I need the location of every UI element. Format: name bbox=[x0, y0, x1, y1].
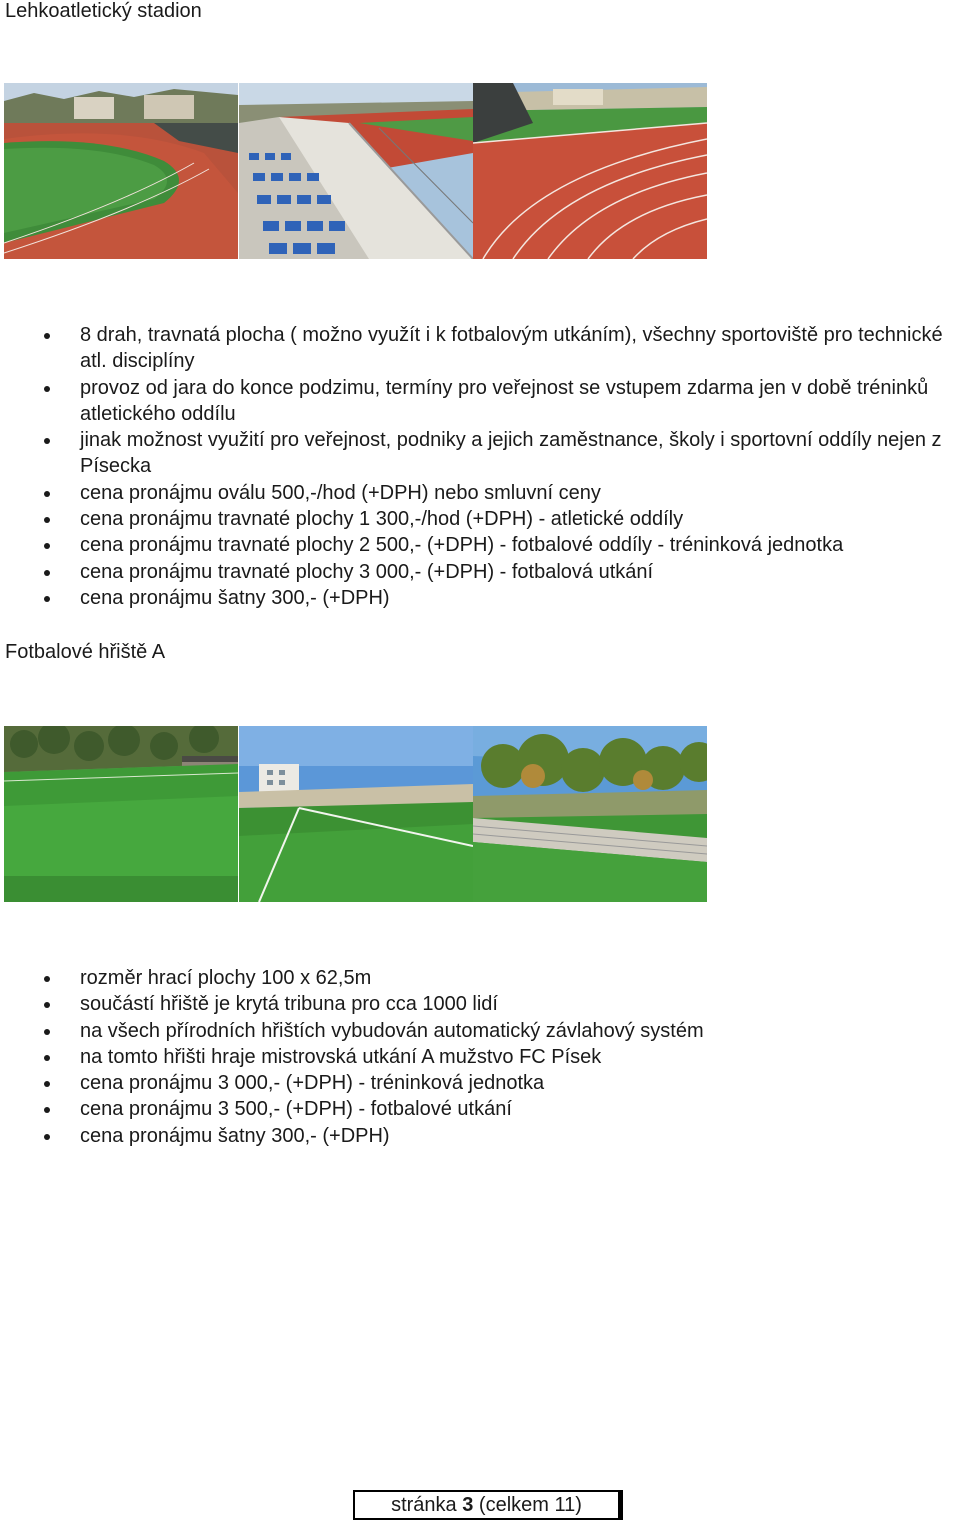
stadium-photo-strip bbox=[4, 83, 707, 259]
stadium-track-photo bbox=[4, 83, 238, 259]
football-photo-strip bbox=[4, 726, 707, 902]
list-item: cena pronájmu oválu 500,-/hod (+DPH) nebo smluvní ceny bbox=[0, 480, 960, 506]
list-item: 8 drah, travnatá plocha ( možno využít i k fotbalovým utkáním), všechny sportoviště pro technické atl. disciplíny bbox=[0, 322, 960, 375]
list-item: cena pronájmu 3 000,- (+DPH) - tréninková jednotka bbox=[0, 1070, 960, 1096]
list-item: cena pronájmu travnaté plochy 1 300,-/hod (+DPH) - atletické oddíly bbox=[0, 506, 960, 532]
page-number-footer bbox=[353, 1490, 623, 1520]
list-item: cena pronájmu 3 500,- (+DPH) - fotbalové utkání bbox=[0, 1096, 960, 1122]
page-label: stránka bbox=[391, 1494, 457, 1516]
list-item: jinak možnost využití pro veřejnost, podniky a jejich zaměstnance, školy i sportovní oddíly nejen z Písecka bbox=[0, 427, 960, 480]
stadium-info-list bbox=[0, 322, 960, 611]
football-field-photo bbox=[4, 726, 238, 902]
football-stands-photo bbox=[473, 726, 707, 902]
section-title-stadium: Lehkoatletický stadion bbox=[5, 0, 202, 22]
list-item: na tomto hřišti hraje mistrovská utkání A mužstvo FC Písek bbox=[0, 1044, 960, 1070]
list-item: cena pronájmu travnaté plochy 3 000,- (+DPH) - fotbalová utkání bbox=[0, 559, 960, 585]
list-item: na všech přírodních hřištích vybudován automatický závlahový systém bbox=[0, 1018, 960, 1044]
list-item: cena pronájmu šatny 300,- (+DPH) bbox=[0, 1123, 960, 1149]
list-item: cena pronájmu šatny 300,- (+DPH) bbox=[0, 585, 960, 611]
football-pitch-corner-photo bbox=[239, 726, 473, 902]
list-item: cena pronájmu travnaté plochy 2 500,- (+DPH) - fotbalové oddíly - tréninková jednotka bbox=[0, 532, 960, 558]
section-title-football: Fotbalové hřiště A bbox=[5, 641, 166, 663]
list-item: součástí hřiště je krytá tribuna pro cca 1000 lidí bbox=[0, 991, 960, 1017]
page-number: 3 bbox=[462, 1494, 474, 1516]
list-item: rozměr hrací plochy 100 x 62,5m bbox=[0, 965, 960, 991]
list-item: provoz od jara do konce podzimu, termíny pro veřejnost se vstupem zdarma jen v době tréninků atletického oddílu bbox=[0, 375, 960, 428]
stadium-stands-photo bbox=[239, 83, 473, 259]
track-lanes-photo bbox=[473, 83, 707, 259]
page-total: (celkem 11) bbox=[478, 1494, 582, 1516]
football-info-list bbox=[0, 965, 960, 1149]
